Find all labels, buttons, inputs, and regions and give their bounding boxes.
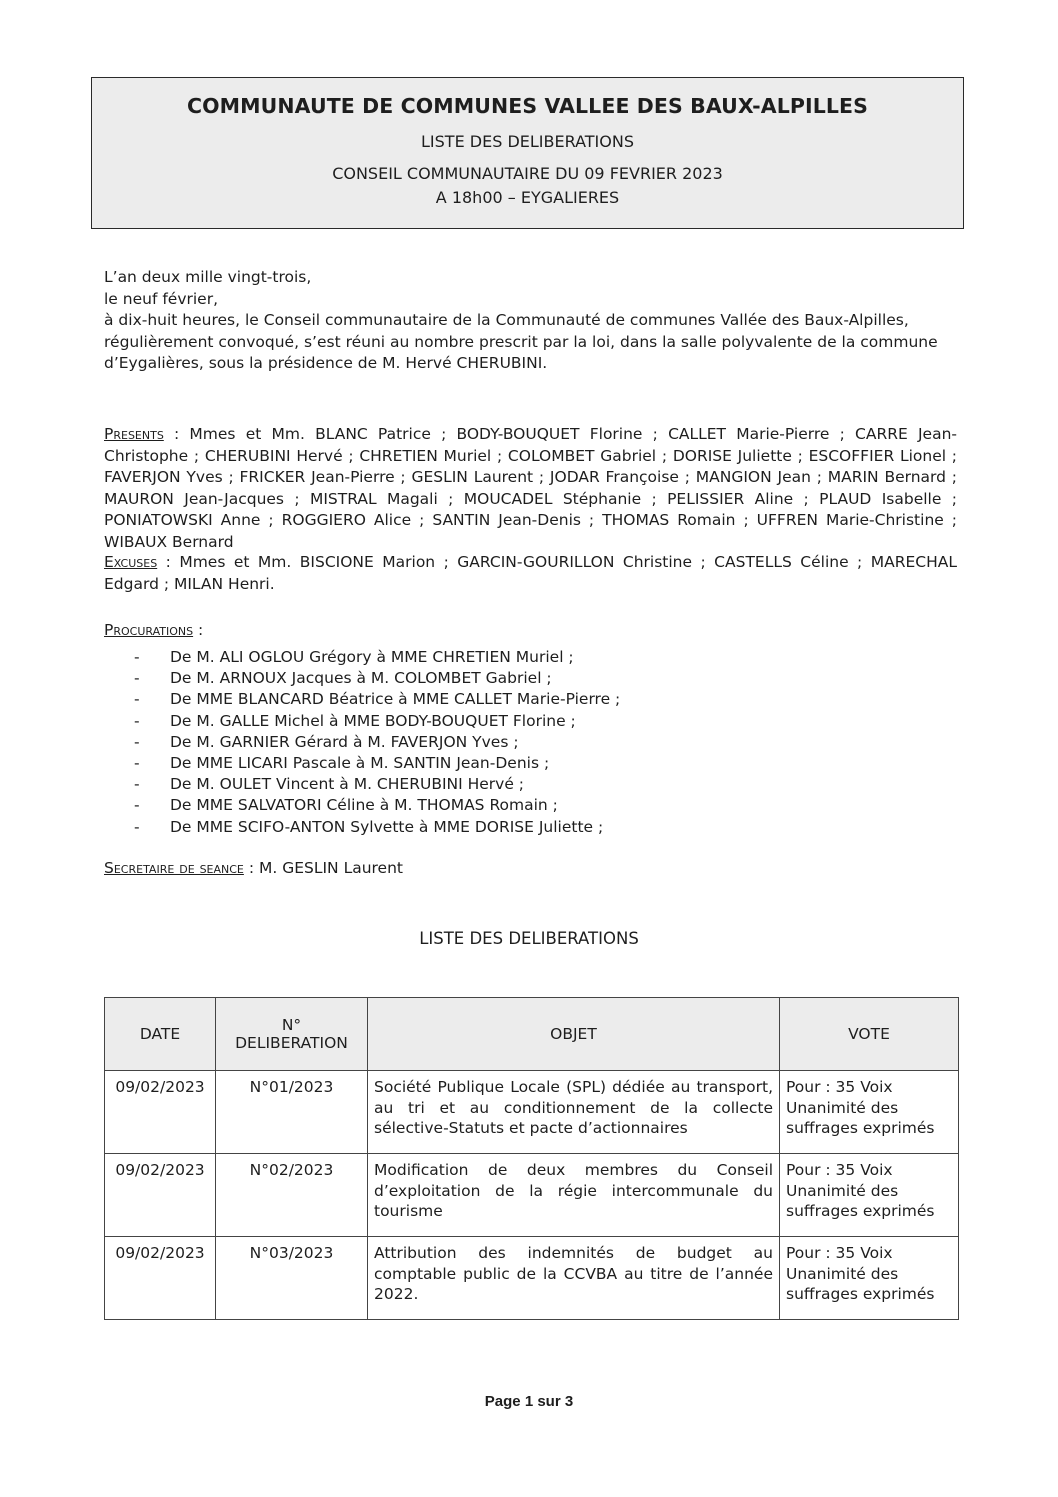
document-header — [91, 77, 964, 229]
procuration-text: De M. GARNIER Gérard à M. FAVERJON Yves ; — [170, 732, 519, 751]
council-date: CONSEIL COMMUNAUTAIRE DU 09 FEVRIER 2023 — [332, 164, 723, 183]
table-row — [105, 1071, 959, 1154]
cell-objet: Modification de deux membres du Conseil d’exploitation de la régie intercommunale du tourisme — [368, 1154, 780, 1237]
column-header-vote: VOTE — [780, 998, 959, 1071]
secretary-section — [104, 859, 403, 877]
procuration-item — [128, 774, 620, 795]
section-title: LISTE DES DELIBERATIONS — [419, 929, 639, 948]
vote-line: Unanimité des — [786, 1181, 899, 1200]
cell-number: N°02/2023 — [216, 1154, 368, 1237]
secretary-name: : M. GESLIN Laurent — [243, 859, 403, 877]
intro-line: à dix-huit heures, le Conseil communautaire de la Communauté de communes Vallée des Baux-Alpilles, — [104, 311, 909, 329]
procuration-text: De M. ALI OGLOU Grégory à MME CHRETIEN Muriel ; — [170, 648, 574, 666]
procuration-item — [128, 753, 620, 774]
cell-date: 09/02/2023 — [105, 1071, 216, 1154]
cell-objet: Attribution des indemnités de budget au comptable public de la CCVBA au titre de l’année 2022. — [368, 1237, 780, 1320]
procuration-text: De MME SCIFO-ANTON Sylvette à MME DORISE Juliette ; — [170, 817, 604, 836]
bullet-dash: - — [134, 648, 140, 666]
presents-section — [104, 424, 957, 553]
procuration-text: De M. ARNOUX Jacques à M. COLOMBET Gabriel ; — [170, 669, 552, 688]
procuration-item — [128, 732, 620, 753]
bullet-dash: - — [134, 669, 140, 688]
procuration-text: De MME LICARI Pascale à M. SANTIN Jean-Denis ; — [170, 754, 550, 773]
procuration-item — [128, 817, 620, 838]
presents-list: : Mmes et Mm. BLANC Patrice ; BODY-BOUQUET Florine ; CALLET Marie-Pierre ; CARRE Jean-Christophe ; CHERUBINI Hervé ; CHRETIEN Muriel ; COLOMBET Gabriel ; DORISE Juliette ; ESCOFFIER Lionel ; FAVERJON Yves ; FRICKER Jean-Pierre ; GESLIN Laurent ; JODAR Françoise ; MANGION Jean ; MARIN Bernard ; MAURON Jean-Jacques ; MISTRAL Magali ; MOUCADEL Stéphanie ; PELISSIER Aline ; PLAUD Isabelle ; PONIATOWSKI Anne ; ROGGIERO Alice ; SANTIN Jean-Denis ; THOMAS Romain ; UFFREN Marie-Christine ; WIBAUX Bernard — [104, 425, 957, 551]
column-header-number — [216, 998, 368, 1071]
intro-line: le neuf février, — [104, 289, 219, 308]
vote-line: Pour : 35 Voix — [786, 1244, 893, 1262]
cell-date: 09/02/2023 — [105, 1237, 216, 1320]
vote-line: suffrages exprimés — [786, 1285, 935, 1303]
cell-number: N°01/2023 — [216, 1071, 368, 1154]
secretary-label: Secretaire de seance — [104, 859, 244, 877]
procurations-list — [128, 647, 620, 838]
table-row — [105, 1154, 959, 1237]
procuration-item — [128, 689, 620, 710]
vote-line: Pour : 35 Voix — [786, 1078, 893, 1096]
vote-line: suffrages exprimés — [786, 1202, 935, 1220]
bullet-dash: - — [134, 711, 140, 730]
excuses-label: Excuses — [104, 553, 158, 571]
header-line: N° — [281, 1016, 302, 1034]
cell-number: N°03/2023 — [216, 1237, 368, 1320]
table-header-row — [105, 998, 959, 1071]
bullet-dash: - — [134, 690, 140, 709]
vote-line: Unanimité des — [786, 1098, 899, 1117]
procurations-suffix: : — [193, 621, 204, 639]
cell-vote — [780, 1071, 959, 1154]
bullet-dash: - — [134, 754, 140, 773]
bullet-dash: - — [134, 775, 140, 794]
table-row — [105, 1237, 959, 1320]
procuration-text: De M. GALLE Michel à MME BODY-BOUQUET Florine ; — [170, 711, 576, 730]
vote-line: Unanimité des — [786, 1264, 899, 1283]
procuration-text: De M. OULET Vincent à M. CHERUBINI Hervé ; — [170, 775, 525, 794]
cell-vote — [780, 1154, 959, 1237]
procuration-item — [128, 647, 620, 668]
intro-line: L’an deux mille vingt-trois, — [104, 268, 312, 286]
excuses-list: : Mmes et Mm. BISCIONE Marion ; GARCIN-GOURILLON Christine ; CASTELLS Céline ; MARECHAL Edgard ; MILAN Henri. — [104, 553, 957, 593]
procurations-label: Procurations — [104, 621, 194, 639]
presents-label: Presents — [104, 425, 164, 443]
time-place: A 18h00 – EYGALIERES — [435, 188, 620, 207]
procuration-item — [128, 795, 620, 816]
procuration-item — [128, 711, 620, 732]
column-header-objet: OBJET — [368, 998, 780, 1071]
list-title: LISTE DES DELIBERATIONS — [421, 132, 634, 151]
bullet-dash: - — [134, 817, 140, 836]
bullet-dash: - — [134, 732, 140, 751]
vote-line: Pour : 35 Voix — [786, 1161, 893, 1179]
intro-paragraph — [104, 267, 964, 375]
deliberations-table — [104, 997, 959, 1320]
vote-line: suffrages exprimés — [786, 1119, 935, 1137]
column-header-date: DATE — [105, 998, 216, 1071]
header-line: DELIBERATION — [235, 1034, 348, 1052]
cell-date: 09/02/2023 — [105, 1154, 216, 1237]
excuses-section — [104, 552, 957, 595]
cell-objet: Société Publique Locale (SPL) dédiée au transport, au tri et au conditionnement de la collecte sélective-Statuts et pacte d’actionnaires — [368, 1071, 780, 1154]
organization-name: COMMUNAUTE DE COMMUNES VALLEE DES BAUX-ALPILLES — [186, 94, 869, 118]
procuration-item — [128, 668, 620, 689]
bullet-dash: - — [134, 796, 140, 815]
page-number: Page 1 sur 3 — [484, 1393, 574, 1410]
cell-vote — [780, 1237, 959, 1320]
procuration-text: De MME BLANCARD Béatrice à MME CALLET Marie-Pierre ; — [170, 690, 621, 709]
procuration-text: De MME SALVATORI Céline à M. THOMAS Romain ; — [170, 796, 558, 815]
intro-line: régulièrement convoqué, s’est réuni au nombre prescrit par la loi, dans la salle polyvalente de la commune — [104, 332, 938, 351]
intro-line: d’Eygalières, sous la présidence de M. Hervé CHERUBINI. — [104, 354, 548, 372]
procurations-heading — [104, 621, 203, 639]
